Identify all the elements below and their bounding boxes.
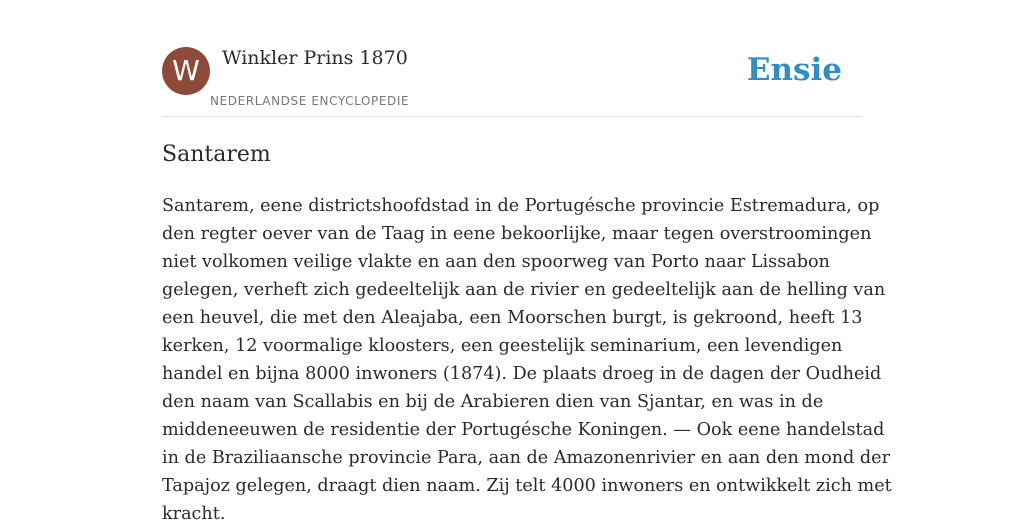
source-title[interactable]: Winkler Prins 1870 — [222, 47, 408, 69]
ensie-logo-link[interactable]: Ensie — [746, 52, 842, 88]
article-line: Santarem, eene districtshoofdstad in de Portugésche provincie Estremadura, op — [162, 196, 880, 216]
article-line: den naam van Scallabis en bij de Arabieren dien van Sjantar, en was in de — [162, 392, 824, 412]
source-avatar[interactable]: W — [162, 47, 210, 95]
article-line: in de Braziliaansche provincie Para, aan de Amazonenrivier en aan den mond der — [162, 448, 890, 468]
article-line: middeneeuwen de residentie der Portugésche Koningen. — Ook eene handelstad — [162, 420, 885, 440]
article-line: kracht. — [162, 504, 226, 524]
article-line: handel en bijna 8000 inwoners (1874). De plaats droeg in de dagen der Oudheid — [162, 364, 882, 384]
header — [162, 0, 862, 117]
article-line: den regter oever van de Taag in eene bekoorlijke, maar tegen overstroomingen — [162, 224, 872, 244]
article-line: gelegen, verheft zich gedeeltelijk aan de rivier en gedeeltelijk aan de helling van — [162, 280, 886, 300]
article-line: Tapajoz gelegen, draagt dien naam. Zij telt 4000 inwoners en ontwikkelt zich met — [162, 476, 892, 496]
source-subtitle: NEDERLANDSE ENCYCLOPEDIE — [210, 94, 410, 108]
article-title: Santarem — [162, 142, 271, 167]
article-line: een heuvel, die met den Aleajaba, een Moorschen burgt, is gekroond, heeft 13 — [162, 308, 863, 328]
article-line: kerken, 12 voormalige kloosters, een geestelijk seminarium, een levendigen — [162, 336, 843, 356]
article-line: niet volkomen veilige vlakte en aan den spoorweg van Porto naar Lissabon — [162, 252, 830, 272]
article-body — [162, 192, 892, 528]
